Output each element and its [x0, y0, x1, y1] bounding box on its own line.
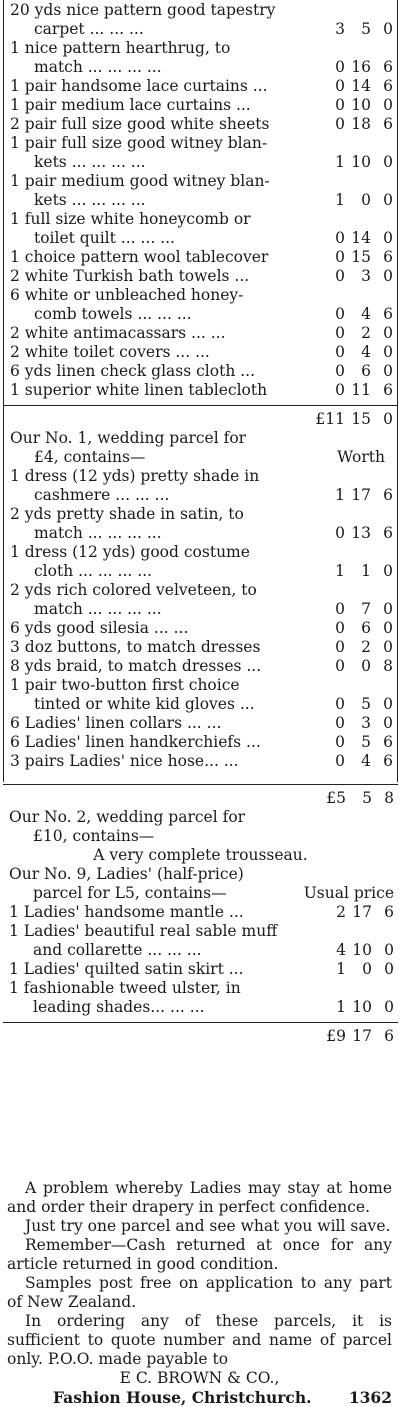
lower-section [3, 784, 398, 1046]
price-shillings: 15 [351, 248, 371, 266]
list-item-line [4, 543, 397, 562]
item-description: 1 choice pattern wool tablecover [10, 248, 269, 266]
paragraph: Remember—Cash returned at once for any article returned in good condition. [7, 1236, 392, 1273]
price-shillings: 10 [351, 96, 371, 114]
list-item-line [4, 676, 397, 695]
price-pounds: 0 [335, 638, 345, 656]
price-pounds: 1 [335, 486, 345, 504]
price-pence: 0 [383, 324, 393, 342]
price-pounds: 0 [335, 96, 345, 114]
item-price [313, 752, 393, 771]
item-price [313, 562, 393, 581]
list-item [4, 210, 397, 248]
total-pence: 8 [384, 789, 394, 807]
price-pounds: 4 [336, 941, 346, 959]
price-pounds: 0 [335, 524, 345, 542]
item-price [314, 903, 394, 922]
item-price [313, 267, 393, 286]
item-price [313, 115, 393, 134]
item-description: match ... ... ... ... [34, 58, 162, 76]
item-description: 1 dress (12 yds) good costume [10, 543, 250, 561]
wedding-no2-heading-line1: Our No. 2, wedding parcel for [9, 808, 246, 826]
item-description: 1 Ladies' quilted satin skirt ... [9, 960, 244, 978]
item-price [313, 324, 393, 343]
item-description: cashmere ... ... ... [34, 486, 170, 504]
price-pence: 0 [383, 96, 393, 114]
list-item [4, 638, 397, 657]
item-description: 1 pair medium lace curtains ... [10, 96, 251, 114]
total-row [4, 410, 397, 429]
price-shillings: 4 [361, 752, 371, 770]
item-description: 3 doz buttons, to match dresses [10, 638, 261, 656]
half-price-heading-line1: Our No. 9, Ladies' (half-price) [9, 865, 244, 883]
item-price [313, 638, 393, 657]
item-price [313, 305, 393, 324]
item-description: leading shades... ... ... [33, 998, 205, 1016]
price-pounds: 0 [335, 362, 345, 380]
item-description: cloth ... ... ... ... [34, 562, 153, 580]
section-household-list [4, 0, 397, 400]
item-description: carpet ... ... ... [34, 20, 144, 38]
price-pence: 0 [383, 153, 393, 171]
price-pence: 6 [383, 733, 393, 751]
list-item-line [4, 638, 397, 657]
list-item [4, 619, 397, 638]
item-price [313, 524, 393, 543]
total-pounds: £9 [326, 1027, 346, 1045]
list-item-line [4, 172, 397, 191]
price-shillings: 4 [361, 343, 371, 361]
list-item [4, 733, 397, 752]
section-half-price-list [3, 903, 398, 1017]
paragraph: A problem whereby Ladies may stay at home and order their drapery in perfect confidence. [7, 1179, 392, 1216]
price-shillings: 6 [361, 619, 371, 637]
item-description: toilet quilt ... ... ... [34, 229, 175, 247]
list-item-line [4, 210, 397, 229]
divider [4, 405, 397, 406]
list-item [4, 267, 397, 286]
list-item-line [4, 134, 397, 153]
price-shillings: 0 [361, 657, 371, 675]
price-pounds: 1 [335, 562, 345, 580]
item-description: 1 pair two-button first choice [10, 676, 240, 694]
list-item [4, 39, 397, 77]
price-shillings: 10 [352, 941, 372, 959]
price-shillings: 16 [351, 58, 371, 76]
list-item-line [4, 305, 397, 324]
price-pence: 0 [384, 960, 394, 978]
list-item-line [4, 619, 397, 638]
price-shillings: 14 [351, 77, 371, 95]
list-item [3, 960, 398, 979]
list-item [4, 381, 397, 400]
list-item [4, 134, 397, 172]
list-item-line [4, 229, 397, 248]
price-pence: 0 [383, 191, 393, 209]
price-pounds: 0 [335, 733, 345, 751]
list-item [4, 676, 397, 714]
item-description: 1 Ladies' handsome mantle ... [9, 903, 244, 921]
list-item-line [4, 191, 397, 210]
price-pounds: 3 [335, 20, 345, 38]
total-row [3, 1027, 398, 1046]
paragraph: In ordering any of these parcels, it is sufficient to quote number and name of parcel only. P.O.O. made payable to [7, 1312, 392, 1368]
advert-number: 1362 [348, 1388, 392, 1407]
item-description: tinted or white kid gloves ... [34, 695, 255, 713]
list-item-line [4, 248, 397, 267]
price-pounds: 0 [335, 229, 345, 247]
list-item [4, 581, 397, 619]
paragraph: Samples post free on application to any part of New Zealand. [7, 1274, 392, 1311]
item-price [313, 600, 393, 619]
list-item [4, 657, 397, 676]
item-description: 2 white Turkish bath towels ... [10, 267, 250, 285]
item-description: 6 Ladies' linen collars ... ... [10, 714, 222, 732]
item-price [313, 96, 393, 115]
total-shillings: 17 [352, 1027, 372, 1045]
item-description: 1 full size white honeycomb or [10, 210, 251, 228]
list-item [4, 172, 397, 210]
half-price-heading-line2: parcel for L5, contains— [33, 884, 227, 902]
item-description: 2 white toilet covers ... ... [10, 343, 210, 361]
item-description: 6 white or unbleached honey- [10, 286, 244, 304]
price-pounds: 0 [335, 324, 345, 342]
price-pence: 0 [383, 695, 393, 713]
price-pence: 0 [383, 229, 393, 247]
item-price [313, 733, 393, 752]
item-price [314, 960, 394, 979]
price-shillings: 7 [361, 600, 371, 618]
price-shillings: 2 [361, 638, 371, 656]
list-item [4, 77, 397, 96]
wedding-no1-heading-line2: £4, contains— [34, 448, 146, 466]
item-description: 1 Ladies' beautiful real sable muff [9, 922, 278, 940]
item-price [313, 20, 393, 39]
item-description: 1 superior white linen tablecloth [10, 381, 268, 399]
total-shillings: 5 [362, 789, 372, 807]
item-price [313, 362, 393, 381]
price-pounds: 2 [336, 903, 346, 921]
price-pence: 0 [383, 343, 393, 361]
section-wedding-no1-total [3, 789, 398, 808]
list-item-line [4, 153, 397, 172]
list-item-line [4, 1, 397, 20]
item-description: 3 pairs Ladies' nice hose... ... [10, 752, 239, 770]
list-item-line [4, 286, 397, 305]
price-shillings: 0 [362, 960, 372, 978]
price-pence: 0 [383, 362, 393, 380]
price-shillings: 18 [351, 115, 371, 133]
item-description: 2 white antimacassars ... ... [10, 324, 226, 342]
list-item-line [4, 562, 397, 581]
list-item [3, 979, 398, 1017]
company-name: E C. BROWN & CO., [119, 1369, 280, 1387]
price-pence: 0 [383, 600, 393, 618]
price-pounds: 0 [335, 600, 345, 618]
price-shillings: 10 [351, 153, 371, 171]
total-row [3, 789, 398, 808]
item-price [313, 58, 393, 77]
price-shillings: 5 [361, 20, 371, 38]
price-pounds: 0 [335, 381, 345, 399]
price-pence: 6 [383, 381, 393, 399]
price-pence: 0 [384, 941, 394, 959]
price-shillings: 2 [361, 324, 371, 342]
price-shillings: 4 [361, 305, 371, 323]
price-pence: 6 [383, 77, 393, 95]
item-price [313, 714, 393, 733]
list-item-line [4, 505, 397, 524]
list-item [3, 903, 398, 922]
item-description: 2 yds pretty shade in satin, to [10, 505, 244, 523]
price-pounds: 0 [335, 115, 345, 133]
wedding-no1-heading-line1: Our No. 1, wedding parcel for [10, 429, 247, 447]
list-item-line [4, 343, 397, 362]
price-pounds: 0 [335, 752, 345, 770]
price-shillings: 14 [351, 229, 371, 247]
list-item-line [4, 267, 397, 286]
item-price [313, 229, 393, 248]
list-item-line [3, 903, 398, 922]
list-item [4, 1, 397, 39]
list-item-line [4, 657, 397, 676]
item-price [313, 153, 393, 172]
item-description: 1 pair handsome lace curtains ... [10, 77, 268, 95]
section-wedding-no2 [3, 808, 398, 865]
total-pence: 6 [384, 1027, 394, 1045]
list-item-line [4, 362, 397, 381]
list-item [4, 505, 397, 543]
price-pounds: 0 [335, 77, 345, 95]
section-half-price-heading [3, 865, 398, 903]
price-shillings: 10 [352, 998, 372, 1016]
list-item [4, 286, 397, 324]
item-price [314, 941, 394, 960]
total-pounds: £11 [315, 410, 345, 428]
item-description: match ... ... ... ... [34, 600, 162, 618]
price-pence: 0 [383, 714, 393, 732]
price-shillings: 17 [352, 903, 372, 921]
price-pounds: 0 [335, 714, 345, 732]
price-shillings: 3 [361, 714, 371, 732]
total-amount [302, 789, 394, 808]
list-item-line [4, 581, 397, 600]
item-price [313, 695, 393, 714]
item-description: 1 nice pattern hearthrug, to [10, 39, 231, 57]
list-item-line [3, 979, 398, 998]
total-amount [302, 1027, 394, 1046]
price-pence: 6 [383, 58, 393, 76]
list-item-line [4, 524, 397, 543]
price-pounds: 0 [335, 619, 345, 637]
list-item-line [4, 695, 397, 714]
price-pounds: 1 [335, 191, 345, 209]
item-description: 1 pair medium good witney blan- [10, 172, 270, 190]
list-item-line [3, 922, 398, 941]
wedding-no2-heading-line2: £10, contains— [33, 827, 155, 845]
item-price [313, 657, 393, 676]
list-item [4, 752, 397, 771]
list-item-line [4, 381, 397, 400]
list-item [4, 362, 397, 381]
item-price [313, 343, 393, 362]
list-item [3, 922, 398, 960]
boxed-price-list [3, 0, 398, 782]
price-pence: 0 [383, 267, 393, 285]
price-pence: 0 [384, 998, 394, 1016]
list-item-line [4, 752, 397, 771]
usual-price-label: Usual price [303, 884, 394, 902]
item-price [313, 77, 393, 96]
price-pence: 0 [383, 20, 393, 38]
item-description: 2 pair full size good white sheets [10, 115, 270, 133]
price-pence: 8 [383, 657, 393, 675]
item-price [313, 248, 393, 267]
list-item-line [4, 115, 397, 134]
price-pence: 6 [383, 248, 393, 266]
price-shillings: 0 [361, 191, 371, 209]
list-item-line [4, 467, 397, 486]
price-shillings: 5 [361, 733, 371, 751]
list-item [4, 543, 397, 581]
list-item-line [4, 733, 397, 752]
price-shillings: 13 [351, 524, 371, 542]
item-description: match ... ... ... ... [34, 524, 162, 542]
list-item [4, 467, 397, 505]
price-pence: 6 [383, 305, 393, 323]
price-shillings: 5 [361, 695, 371, 713]
item-price [313, 191, 393, 210]
list-item [4, 248, 397, 267]
price-pounds: 0 [335, 695, 345, 713]
price-pence: 6 [383, 486, 393, 504]
item-description: 1 pair full size good witney blan- [10, 134, 268, 152]
price-shillings: 1 [361, 562, 371, 580]
price-pounds: 1 [336, 960, 346, 978]
list-item-line [4, 20, 397, 39]
list-item-line [3, 960, 398, 979]
list-item-line [4, 77, 397, 96]
worth-label: Worth [337, 448, 385, 466]
price-pence: 0 [383, 562, 393, 580]
price-pounds: 0 [335, 267, 345, 285]
item-price [313, 619, 393, 638]
item-description: kets ... ... ... ... [34, 191, 146, 209]
item-description: and collarette ... ... ... [33, 941, 202, 959]
list-item-line [4, 486, 397, 505]
list-item-line [4, 96, 397, 115]
price-pounds: 0 [335, 248, 345, 266]
price-pounds: 0 [335, 58, 345, 76]
section-household-total [4, 410, 397, 429]
item-description: 6 yds linen check glass cloth ... [10, 362, 256, 380]
list-item-line [4, 39, 397, 58]
list-item [4, 714, 397, 733]
price-pounds: 0 [335, 657, 345, 675]
price-shillings: 11 [351, 381, 371, 399]
price-pence: 6 [383, 752, 393, 770]
item-description: 2 yds rich colored velveteen, to [10, 581, 257, 599]
price-pence: 6 [383, 115, 393, 133]
item-price [313, 381, 393, 400]
price-pence: 0 [383, 638, 393, 656]
item-description: 8 yds braid, to match dresses ... [10, 657, 262, 675]
total-pence: 0 [383, 410, 393, 428]
list-item [4, 324, 397, 343]
divider [3, 784, 398, 785]
divider [3, 1022, 398, 1023]
item-description: 6 yds good silesia ... ... [10, 619, 189, 637]
list-item-line [4, 324, 397, 343]
item-price [314, 998, 394, 1017]
price-pence: 0 [383, 619, 393, 637]
price-pounds: 0 [335, 343, 345, 361]
price-shillings: 6 [361, 362, 371, 380]
item-description: comb towels ... ... ... [34, 305, 192, 323]
item-description: 6 Ladies' linen handkerchiefs ... [10, 733, 261, 751]
item-price [313, 486, 393, 505]
list-item-line [3, 998, 398, 1017]
section-wedding-no1-list [4, 467, 397, 771]
item-description: 20 yds nice pattern good tapestry [10, 1, 276, 19]
price-pounds: 1 [336, 998, 346, 1016]
list-item-line [3, 941, 398, 960]
price-pounds: 0 [335, 305, 345, 323]
company-address: Fashion House, Christchurch. [53, 1388, 312, 1407]
price-shillings: 3 [361, 267, 371, 285]
item-description: kets ... ... ... ... [34, 153, 146, 171]
price-pounds: 1 [335, 153, 345, 171]
section-half-price-total [3, 1027, 398, 1046]
total-pounds: £5 [326, 789, 346, 807]
item-description: 1 fashionable tweed ulster, in [9, 979, 241, 997]
price-pence: 6 [383, 524, 393, 542]
trousseau-line: A very complete trousseau. [93, 846, 308, 864]
total-shillings: 15 [351, 410, 371, 428]
paragraph: Just try one parcel and see what you will save. [25, 1217, 391, 1235]
list-item-line [4, 58, 397, 77]
price-shillings: 17 [351, 486, 371, 504]
price-pence: 6 [384, 903, 394, 921]
address-line [7, 1388, 392, 1407]
list-item [4, 343, 397, 362]
list-item-line [4, 600, 397, 619]
item-description: 1 dress (12 yds) pretty shade in [10, 467, 260, 485]
closing-text [7, 1179, 392, 1407]
list-item [4, 96, 397, 115]
list-item [4, 115, 397, 134]
list-item-line [4, 714, 397, 733]
section-wedding-no1-heading [4, 429, 397, 467]
total-amount [301, 410, 393, 429]
